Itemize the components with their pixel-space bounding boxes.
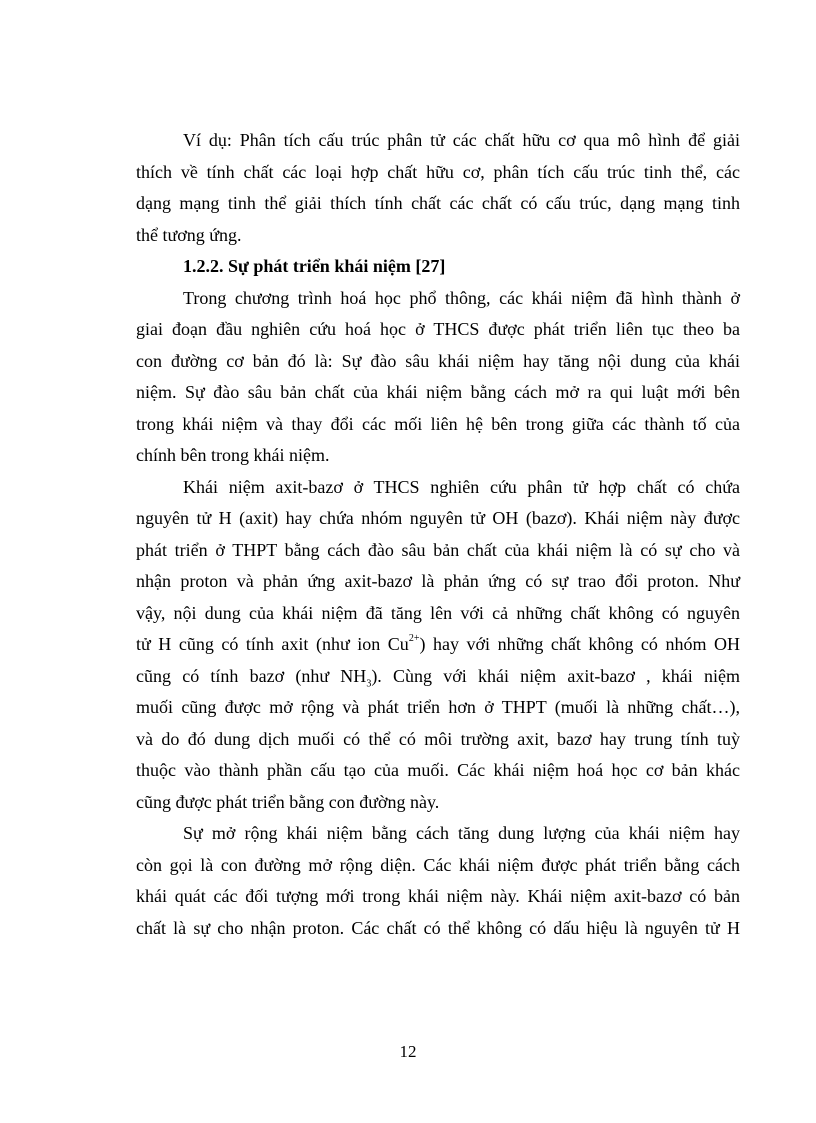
page-number: 12 [399,1042,417,1061]
section-heading: 1.2.2. Sự phát triển khái niệm [27] [183,256,446,276]
text-segment: ). Cùng với khái niệm axit-bazơ , khái niệm [371,665,740,686]
text-line: Khái niệm axit-bazơ ở THCS nghiên cứu phân tử hợp chất có chứa [183,476,740,497]
text-line: dạng mạng tinh thể giải thích tính chất các chất có cấu trúc, dạng mạng tinh [136,193,740,213]
text-line: cũng được phát triển bằng con đường này. [136,791,440,812]
text-line: nguyên tử H (axit) hay chứa nhóm nguyên tử OH (bazơ). Khái niệm này được [136,508,740,528]
text-line: Sự mở rộng khái niệm bằng cách tăng dung lượng của khái niệm hay [183,823,740,843]
text-line-with-formula [136,661,740,693]
text-line: Ví dụ: Phân tích cấu trúc phân tử các chất hữu cơ qua mô hình để giải [183,130,740,150]
text-line: niệm. Sự đào sâu bản chất của khái niệm bằng cách mở ra qui luật mới bên [136,382,740,402]
text-line: thể tương ứng. [136,224,242,245]
text-line: thuộc vào thành phần cấu tạo của muối. Các khái niệm hoá học cơ bản khác [136,760,740,780]
text-line-with-formula [136,629,740,661]
text-line: thích về tính chất các loại hợp chất hữu cơ, phân tích cấu trúc tinh thể, các [136,161,740,182]
text-line: chính bên trong khái niệm. [136,445,330,465]
text-line: khái quát các đối tượng mới trong khái niệm này. Khái niệm axit-bazơ có bản [136,886,740,906]
text-line: Trong chương trình hoá học phổ thông, các khái niệm đã hình thành ở [183,287,740,308]
text-segment: tử H cũng có tính axit (như ion Cu [136,634,409,654]
text-line: chất là sự cho nhận proton. Các chất có thể không có dấu hiệu là nguyên tử H [136,917,740,938]
text-line: phát triển ở THPT bằng cách đào sâu bản chất của khái niệm là có sự cho và [136,539,740,560]
formula-subscript: 3 [366,678,372,690]
text-segment: ) hay với những chất không có nhóm OH [419,634,740,654]
text-line: vậy, nội dung của khái niệm đã tăng lên với cả những chất không có nguyên [136,602,740,623]
text-line: giai đoạn đầu nghiên cứu hoá học ở THCS được phát triển liên tục theo ba [136,319,740,339]
page-body [136,125,740,944]
ion-charge-superscript: 2+ [408,633,420,644]
text-line: còn gọi là con đường mở rộng diện. Các khái niệm được phát triển bằng cách [136,854,740,875]
text-line: và do đó dung dịch muối có thể có môi trường axit, bazơ hay trung tính tuỳ [136,728,740,749]
text-line: con đường cơ bản đó là: Sự đào sâu khái niệm hay tăng nội dung của khái [136,350,740,371]
text-segment: cũng có tính bazơ (như NH [136,665,367,686]
text-line: trong khái niệm và thay đổi các mối liên hệ bên trong giữa các thành tố của [136,413,740,434]
text-line: muối cũng được mở rộng và phát triển hơn ở THPT (muối là những chất…), [136,697,740,717]
text-line: nhận proton và phản ứng axit-bazơ là phản ứng có sự trao đổi proton. Như [136,571,740,591]
